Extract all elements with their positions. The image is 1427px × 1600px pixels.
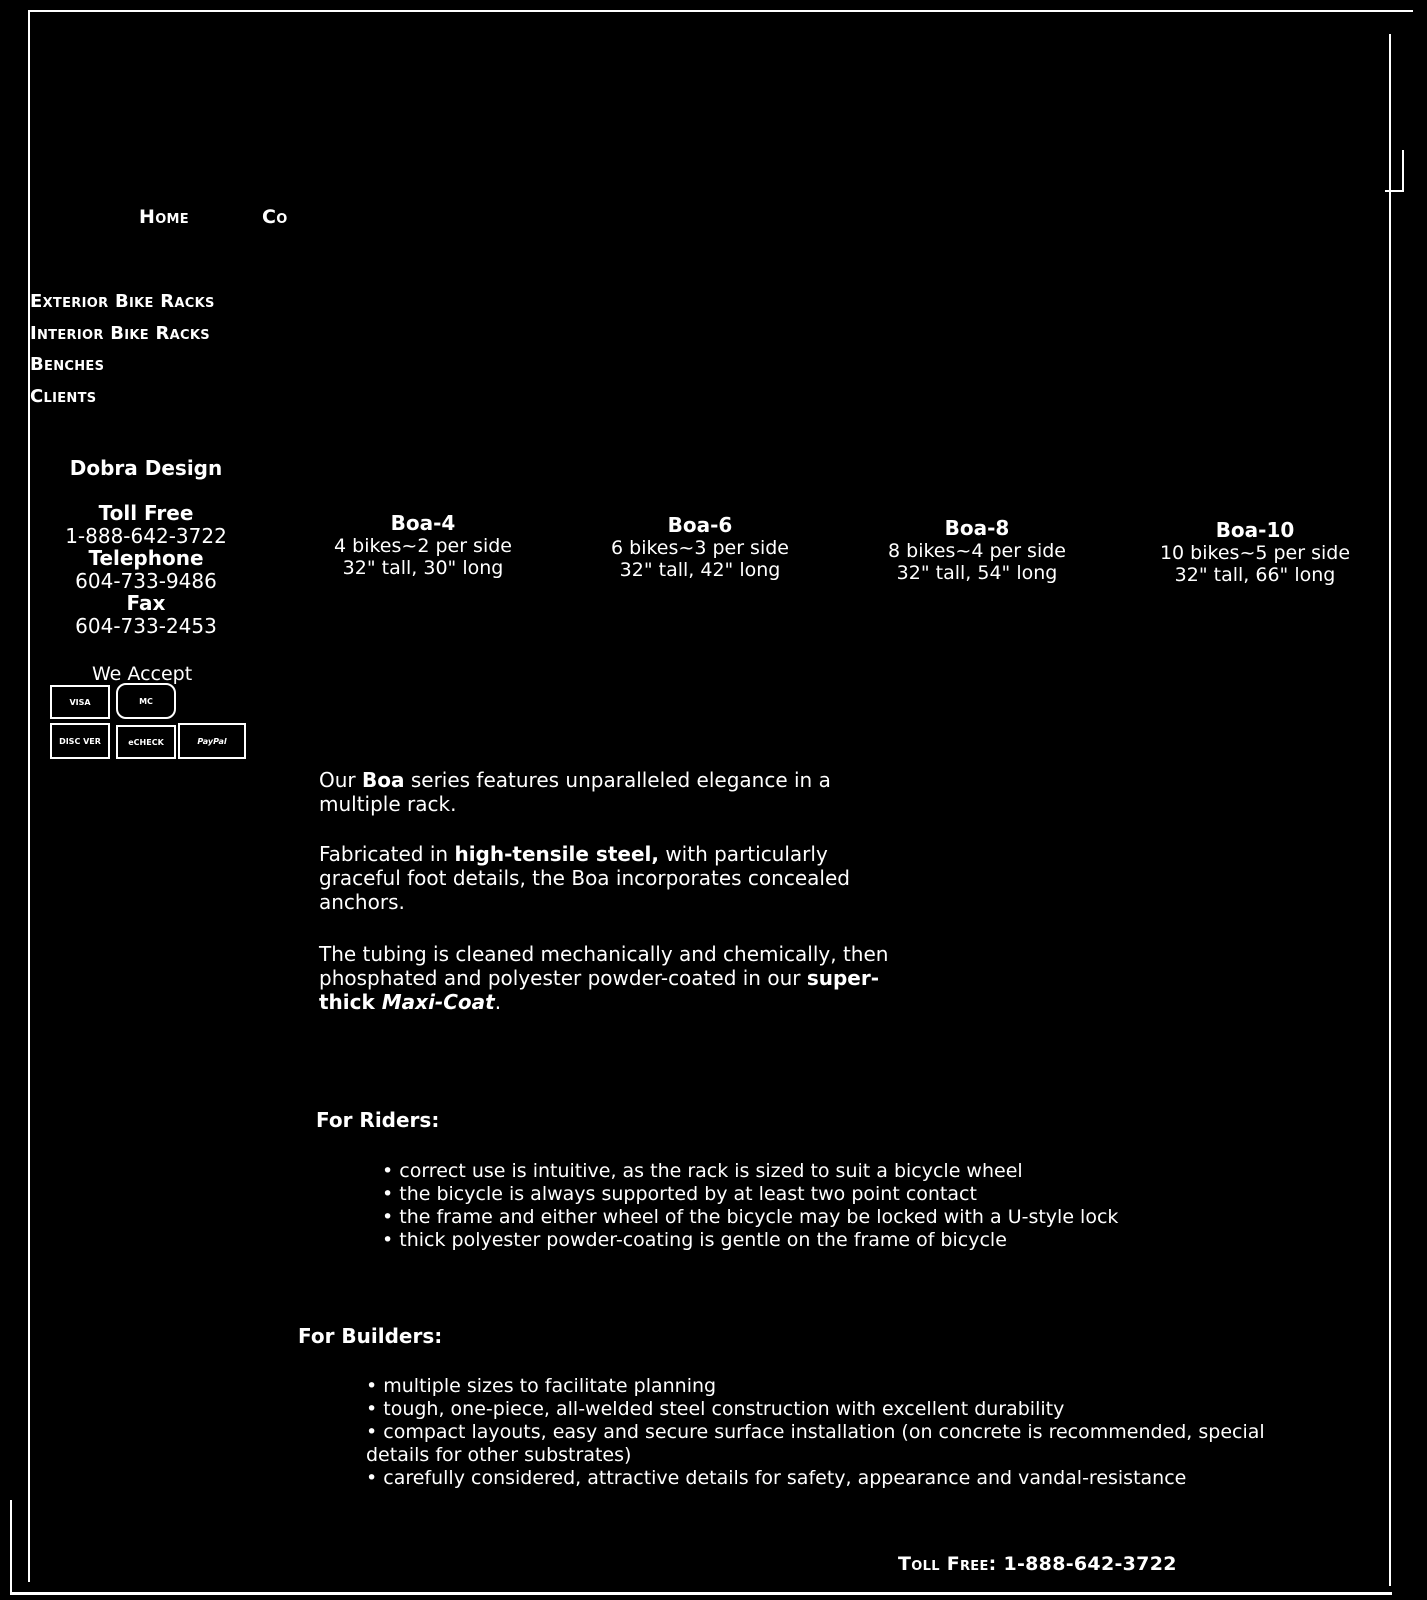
text: Our	[319, 768, 362, 792]
text-bold-italic: Maxi-Coat	[381, 990, 495, 1014]
model-boa-10	[1140, 519, 1370, 587]
model-size: 32" tall, 30" long	[342, 557, 504, 579]
description-paragraph	[319, 768, 879, 816]
toll-free-number: 1-888-642-3722	[65, 523, 227, 548]
builders-heading: For Builders:	[298, 1324, 443, 1348]
model-capacity: 10 bikes~5 per side	[1159, 541, 1351, 564]
nav-home[interactable]: Home	[139, 206, 189, 228]
model-size: 32" tall, 42" long	[619, 559, 781, 581]
toll-free-label: Toll Free	[98, 501, 194, 525]
list-item: • thick polyester powder-coating is gentle on the frame of bicycle	[382, 1229, 1282, 1252]
list-item: • the bicycle is always supported by at least two point contact	[382, 1183, 1282, 1206]
text: series features unparalleled elegance in a multiple rack.	[319, 768, 831, 816]
mastercard-icon: MC	[116, 683, 176, 719]
frame-right-border	[1389, 34, 1391, 1586]
text-bold: Boa	[362, 768, 405, 792]
nav-exterior-bike-racks[interactable]: Exterior Bike Racks	[30, 291, 215, 312]
description-paragraph	[319, 842, 879, 914]
builders-list	[366, 1375, 1326, 1490]
fax-number: 604-733-2453	[75, 613, 217, 638]
nav-clients[interactable]: Clients	[30, 385, 97, 407]
company-name: Dobra Design	[69, 456, 223, 480]
list-item: • multiple sizes to facilitate planning	[366, 1375, 1326, 1398]
telephone-label: Telephone	[88, 546, 204, 570]
side-nav	[30, 286, 215, 412]
footer-toll-free: Toll Free: 1-888-642-3722	[898, 1553, 1177, 1575]
model-capacity: 6 bikes~3 per side	[611, 536, 789, 559]
list-item: • carefully considered, attractive details for safety, appearance and vandal-resistance	[366, 1467, 1326, 1490]
list-item: • correct use is intuitive, as the rack is sized to suit a bicycle wheel	[382, 1160, 1282, 1183]
nav-contact[interactable]: Co	[262, 206, 288, 228]
model-boa-6	[595, 514, 805, 582]
text-bold: super-thick	[319, 966, 880, 1014]
description-paragraph	[319, 942, 909, 1014]
model-name: Boa-10	[1215, 518, 1295, 542]
contact-info	[56, 456, 236, 637]
nav-interior-bike-racks[interactable]: Interior Bike Racks	[30, 322, 210, 344]
model-size: 32" tall, 54" long	[896, 562, 1058, 584]
model-name: Boa-6	[667, 513, 733, 537]
frame-left-border	[10, 1500, 12, 1594]
model-size: 32" tall, 66" long	[1174, 564, 1336, 586]
frame-bottom-border	[10, 1592, 1392, 1595]
payment-cards	[50, 683, 250, 759]
discover-card-icon: DISC VER	[50, 723, 110, 759]
we-accept-label: We Accept	[92, 663, 193, 685]
frame-corner-mark	[1402, 150, 1404, 192]
list-item: • the frame and either wheel of the bicycle may be locked with a U-style lock	[382, 1206, 1282, 1229]
model-capacity: 4 bikes~2 per side	[334, 534, 512, 557]
nav-benches[interactable]: Benches	[30, 354, 105, 375]
text-bold: high-tensile steel,	[454, 842, 659, 866]
telephone-number: 604-733-9486	[75, 568, 217, 593]
text: with particularly graceful foot details, the Boa incorporates concealed anchors.	[319, 842, 850, 914]
visa-card-icon: VISA	[50, 685, 110, 719]
model-boa-8	[872, 517, 1082, 585]
model-boa-4	[318, 512, 528, 580]
model-capacity: 8 bikes~4 per side	[888, 539, 1066, 562]
echeck-icon: eCHECK	[116, 725, 176, 759]
text: The tubing is cleaned mechanically and chemically, then phosphated and polyester powder-coated in our	[319, 942, 889, 990]
riders-list	[382, 1160, 1282, 1252]
riders-heading: For Riders:	[316, 1108, 440, 1132]
frame-corner-mark	[1385, 190, 1403, 192]
text: .	[494, 990, 502, 1014]
paypal-icon: PayPal	[178, 723, 246, 759]
list-item: • tough, one-piece, all-welded steel construction with excellent durability	[366, 1398, 1326, 1421]
list-item: • compact layouts, easy and secure surface installation (on concrete is recommended, special details for other substrates)	[366, 1421, 1326, 1467]
text: Fabricated in	[319, 842, 455, 866]
fax-label: Fax	[126, 591, 166, 615]
model-name: Boa-8	[944, 516, 1010, 540]
model-name: Boa-4	[390, 511, 456, 535]
